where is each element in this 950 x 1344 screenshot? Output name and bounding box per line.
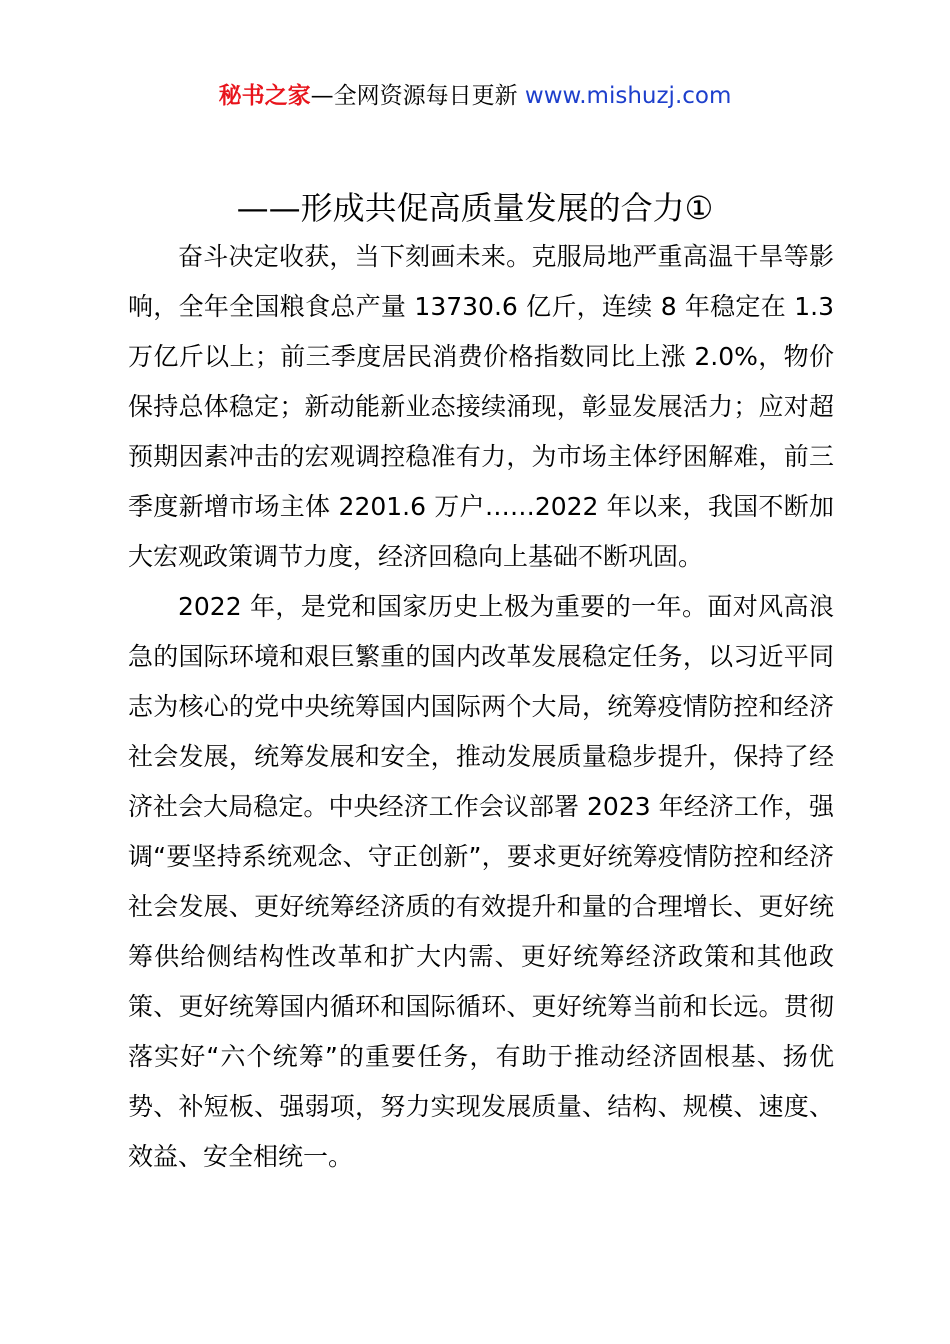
body-paragraph: 2022 年，是党和国家历史上极为重要的一年。面对风高浪急的国际环境和艰巨繁重的国内改革发展稳定任务，以习近平同志为核心的党中央统筹国内国际两个大局，统筹疫情防控和经济社会发展，统筹发展和安全，推动发展质量稳步提升，保持了经济社会大局稳定。中央经济工作会议部署 2023 年经济工作，强调“要坚持系统观念、守正创新”，要求更好统筹疫情防控和经济社会发展、更好统筹经济质的有效提升和量的合理增长、更好统筹供给侧结构性改革和扩大内需、更好统筹经济政策和其他政策、更好统筹国内循环和国际循环、更好统筹当前和长远。贯彻落实好“六个统筹”的重要任务，有助于推动经济固根基、扬优势、补短板、强弱项，努力实现发展质量、结构、规模、速度、效益、安全相统一。: [128, 592, 834, 1171]
site-tagline: —全网资源每日更新: [310, 83, 518, 109]
document-body: [128, 232, 834, 1182]
site-url-link[interactable]: www.mishuzj.com: [524, 83, 732, 109]
site-brand: 秘书之家: [218, 83, 311, 109]
site-header: [0, 80, 950, 112]
document-title: ——形成共促高质量发展的合力①: [236, 189, 714, 227]
body-paragraph: 奋斗决定收获，当下刻画未来。克服局地严重高温干旱等影响，全年全国粮食总产量 13730.6 亿斤，连续 8 年稳定在 1.3 万亿斤以上；前三季度居民消费价格指数同比上涨 2.0%，物价保持总体稳定；新动能新业态接续涌现，彰显发展活力；应对超预期因素冲击的宏观调控稳准有力，为市场主体纾困解难，前三季度新增市场主体 2201.6 万户……2022 年以来，我国不断加大宏观政策调节力度，经济回稳向上基础不断巩固。: [128, 242, 834, 571]
